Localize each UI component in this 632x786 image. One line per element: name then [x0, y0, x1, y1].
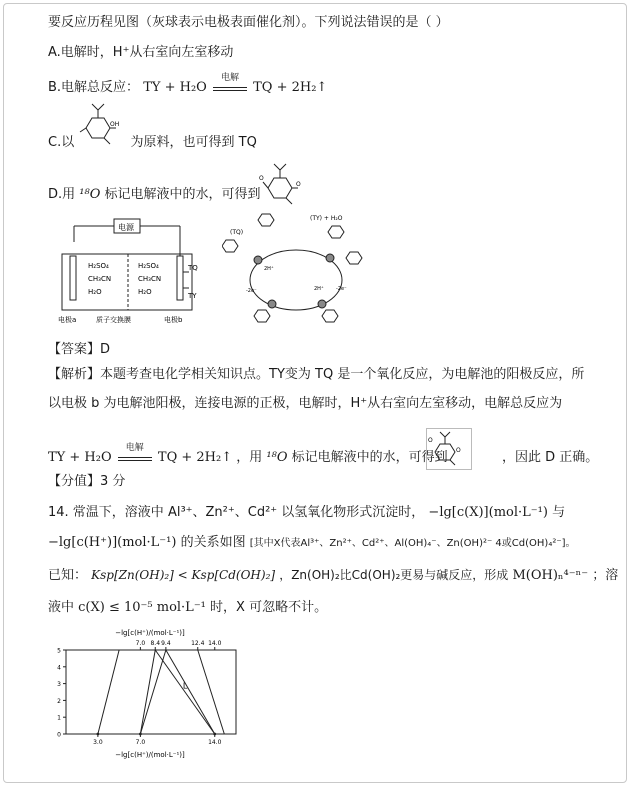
- cell-label-1: 质子交换膜: [96, 316, 131, 324]
- q14-line4-b: c(X) ≤ 10⁻⁵ mol·L⁻¹: [78, 600, 206, 615]
- option-d-prefix: D.用: [48, 187, 76, 202]
- chart-border: [66, 650, 236, 734]
- cell-label-2: 电极b: [164, 316, 183, 324]
- q14-line2-c: [其中X代表Al³⁺、Zn²⁺、Cd²⁺、Al(OH)₄⁻、Zn(OH)²⁻ 4或Cd(OH)₄²⁻]。: [249, 538, 576, 549]
- svg-text:OH: OH: [110, 121, 120, 128]
- q14-line-4: [48, 599, 327, 617]
- analysis-3-mid: ，用: [236, 450, 263, 465]
- series-line-0: [98, 650, 119, 734]
- left-sol-1: CH₃CN: [88, 275, 112, 283]
- y-tick-label-4: 4: [57, 664, 61, 672]
- curve-label-L: L: [182, 681, 188, 691]
- reaction-cycle-figure: [222, 206, 374, 334]
- top-tick-label-1: 8.4: [150, 640, 161, 647]
- q14-line-3: [48, 566, 618, 585]
- precipitation-chart: [52, 626, 248, 760]
- q14-line3-d: M(OH)ₙ⁴⁻ⁿ⁻: [512, 568, 589, 583]
- analysis-3-after: 标记电解液中的水，可得到: [291, 450, 448, 465]
- q14-line3-b: Ksp[Zn(OH)₂] < Ksp[Cd(OH)₂]: [91, 568, 276, 582]
- bottom-tick-dot-0: [96, 733, 99, 736]
- q14-line-2: [48, 534, 576, 553]
- option-b-right: TQ + 2H₂↑: [253, 80, 328, 95]
- option-d-iso: ¹⁸O: [79, 187, 101, 202]
- electrode-b: [177, 256, 183, 300]
- chart-series: [98, 650, 224, 734]
- option-b-prefix: B.电解总反应：: [48, 80, 140, 95]
- analysis-3-right: TQ + 2H₂↑: [157, 450, 233, 465]
- cycle-h1: 2H⁺: [264, 266, 274, 272]
- q14-line3-a: 已知：: [48, 568, 88, 583]
- y-tick-label-3: 3: [57, 681, 61, 689]
- analysis-3-left: TY + H₂O: [48, 450, 112, 465]
- q14-line1-a: 14. 常温下，溶液中 Al³⁺、Zn²⁺、Cd²⁺ 以氢氧化物形式沉淀时，: [48, 505, 425, 520]
- c-molecule-image: [70, 100, 122, 150]
- chart-bottom-xlabel: −lg[c(H⁺)/(mol·L⁻¹)]: [115, 751, 185, 759]
- cycle-h2: 2H⁺: [314, 286, 324, 292]
- cell-power-label: 电源: [118, 223, 134, 232]
- y-tick-label-5: 5: [57, 647, 61, 655]
- bottom-tick-label-1: 7.0: [135, 739, 146, 746]
- cell-ty: TY: [188, 292, 197, 300]
- top-tick-label-4: 14.0: [208, 640, 222, 647]
- svg-text:O: O: [259, 175, 264, 182]
- option-b-cond: 电解: [220, 73, 239, 83]
- y-tick-label-2: 2: [57, 697, 61, 705]
- option-c-suffix: 为原料，也可得到 TQ: [130, 135, 257, 150]
- analysis-3: [48, 443, 599, 467]
- option-a: A.电解时，H⁺从右室向左室移动: [48, 45, 234, 60]
- q14-line2-b: 的关系如图: [180, 535, 246, 550]
- top-tick-label-3: 12.4: [191, 640, 205, 647]
- svg-text:O: O: [428, 437, 433, 444]
- left-sol-2: H₂O: [88, 288, 102, 296]
- cycle-e2: -2e⁻: [336, 286, 347, 292]
- analysis-2: 以电极 b 为电解池阳极，连接电源的正极，电解时，H⁺从右室向左室移动，电解总反应为: [48, 396, 563, 411]
- cell-tq: TQ: [188, 264, 198, 272]
- analysis-molecule-image: [426, 428, 472, 470]
- right-sol-1: CH₃CN: [138, 275, 162, 283]
- q13-stem: 要反应历程见图（灰球表示电极表面催化剂）。下列说法错误的是（ ）: [48, 15, 449, 30]
- svg-text:O: O: [456, 447, 461, 454]
- chart-ticks: [57, 640, 221, 746]
- series-line-5: [198, 650, 225, 734]
- bottom-tick-dot-1: [139, 733, 142, 736]
- top-tick-label-2: 9.4: [161, 640, 171, 647]
- analysis-3-end: ，因此 D 正确。: [501, 450, 599, 465]
- cycle-ty-h2o: (TY) + H₂O: [310, 215, 343, 222]
- right-sol-0: H₂SO₄: [138, 262, 159, 270]
- analysis-3-iso: ¹⁸O: [266, 450, 288, 465]
- series-line-2: [166, 650, 215, 734]
- score: 【分值】3 分: [48, 474, 126, 489]
- y-tick-label-0: 0: [57, 731, 61, 739]
- cell-label-0: 电极a: [58, 316, 77, 324]
- option-b-left: TY + H₂O: [143, 80, 207, 95]
- d-molecule-image: [258, 158, 306, 210]
- bottom-tick-label-0: 3.0: [93, 739, 103, 746]
- cycle-tq: (TQ): [230, 229, 244, 236]
- option-b: [48, 73, 328, 97]
- left-sol-0: H₂SO₄: [88, 262, 109, 270]
- analysis-3-cond: 电解: [125, 443, 144, 453]
- y-tick-label-1: 1: [57, 714, 61, 722]
- q14-line4-c: 时，X 可忽略不计。: [210, 600, 328, 615]
- q14-line4-a: 液中: [48, 600, 75, 615]
- bottom-tick-label-2: 14.0: [208, 739, 222, 746]
- option-d: [48, 186, 261, 204]
- bottom-tick-dot-2: [213, 733, 216, 736]
- q14-line1-b: −lg[c(X)](mol·L⁻¹): [428, 505, 548, 520]
- right-sol-2: H₂O: [138, 288, 152, 296]
- q14-line1-c: 与: [552, 505, 566, 520]
- q14-line3-e: ；溶: [592, 568, 619, 583]
- q14-line3-c: ，Zn(OH)₂比Cd(OH)₂更易与碱反应，形成: [279, 568, 509, 582]
- top-tick-label-0: 7.0: [135, 640, 146, 647]
- analysis-1: 【解析】本题考查电化学相关知识点。TY变为 TQ 是一个氧化反应，为电解池的阳极反应，所: [48, 367, 585, 382]
- chart-top-xlabel: −lg[c(H⁺)/(mol·L⁻¹)]: [115, 629, 185, 637]
- option-d-suffix: 标记电解液中的水，可得到: [104, 187, 261, 202]
- option-c-prefix: C.以: [48, 135, 75, 150]
- cycle-e1: -2e⁻: [246, 288, 257, 294]
- electrolysis-cell-figure: [56, 216, 204, 328]
- electrode-a: [70, 256, 76, 300]
- series-line-4: [155, 650, 215, 734]
- chart-plot-area: [66, 650, 236, 734]
- answer: 【答案】D: [48, 342, 111, 357]
- svg-text:O: O: [296, 181, 301, 188]
- q14-line2-a: −lg[c(H⁺)](mol·L⁻¹): [48, 535, 177, 550]
- q14-line-1: [48, 504, 565, 522]
